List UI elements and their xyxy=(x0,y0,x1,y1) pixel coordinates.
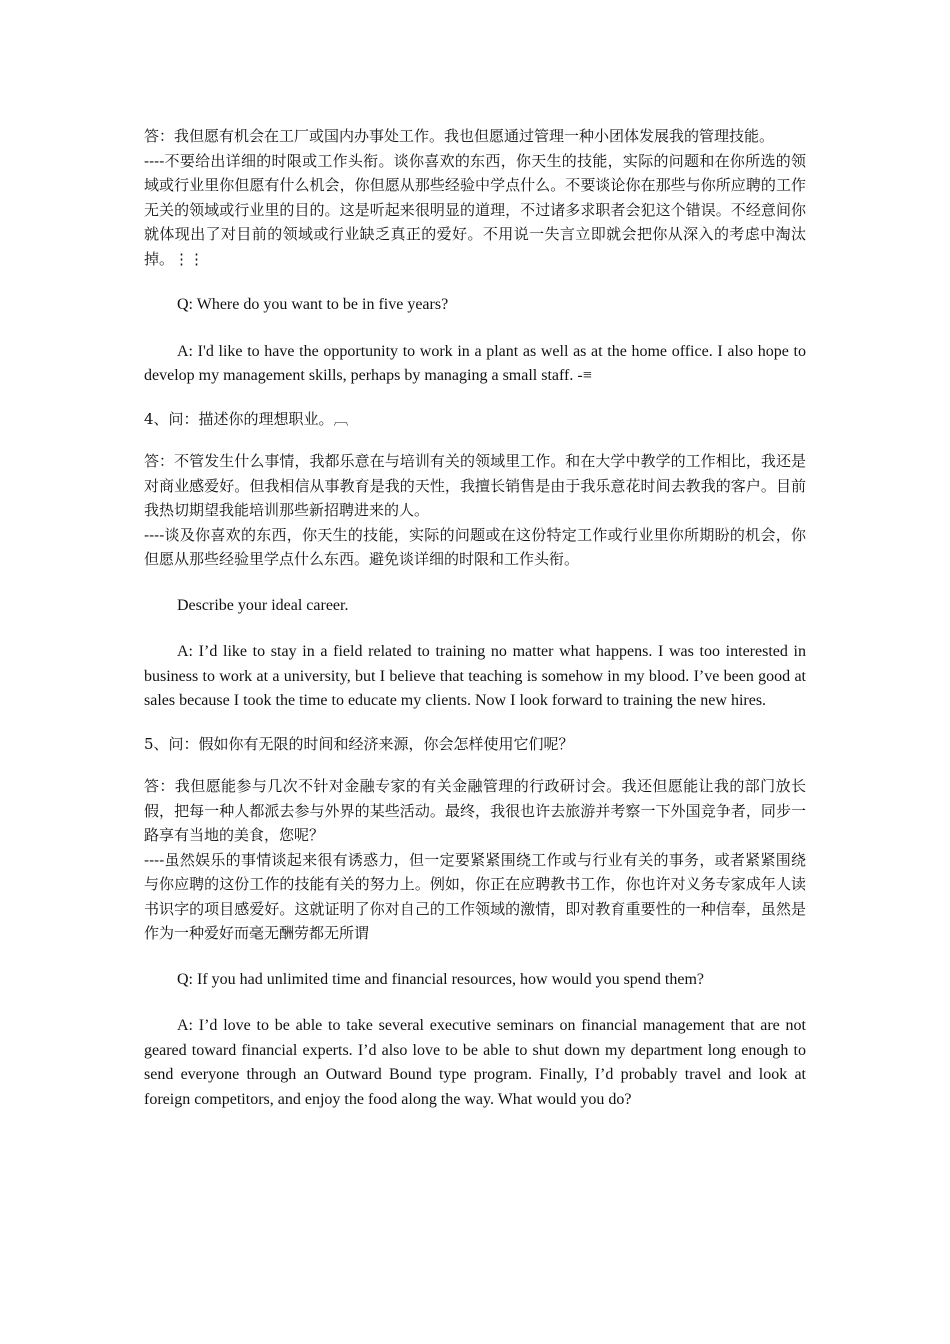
q3-answer-en: A: I'd like to have the opportunity to work in a plant as well as at the home office. I also hope to develop my management skills, perhaps by managing a small staff. -≡ xyxy=(144,342,806,384)
q5-answer-cn: 答：我但愿能参与几次不针对金融专家的有关金融管理的行政研讨会。我还但愿能让我的部门放长假，把每一种人都派去参与外界的某些活动。最终，我很也许去旅游并考察一下外国竞争者，同步一路享有当地的美食，您呢？ xyxy=(144,777,806,844)
q3-question-en: Q: Where do you want to be in five years? xyxy=(177,296,449,313)
q3-answer-cn: 答：我但愿有机会在工厂或国内办事处工作。我也但愿通过管理一种小团体发展我的管理技能。 xyxy=(144,127,775,145)
q4-answer-cn: 答：不管发生什么事情，我都乐意在与培训有关的领域里工作。和在大学中教学的工作相比，我还是对商业感爱好。但我相信从事教育是我的天性，我擅长销售是由于我乐意花时间去教我的客户。目前我热切期望我能培训那些新招聘进来的人。 xyxy=(144,452,806,519)
q4-question-cn: 4、问：描述你的理想职业。︹ xyxy=(144,409,349,428)
q5-answer-en: A: I’d love to be able to take several executive seminars on financial management that are not geared toward financial experts. I’d also love to be able to shut down my department long enough to send everyone through an Outward Bound type program. Finally, I’d probably travel and look at foreign competitors, and enjoy the food along the way. What would you do? xyxy=(144,1017,806,1108)
q5-question-cn: 5、问：假如你有无限的时间和经济来源，你会怎样使用它们呢？ xyxy=(144,734,574,753)
q4-note-cn: ----谈及你喜欢的东西，你天生的技能，实际的问题或在这份特定工作或行业里你所期盼的机会，你但愿从那些经验里学点什么东西。避免谈详细的时限和工作头衔。 xyxy=(144,525,806,568)
q3-note-cn: ----不要给出详细的时限或工作头衔。谈你喜欢的东西，你天生的技能，实际的问题和在你所选的领域或行业里你但愿有什么机会，你但愿从那些经验中学点什么。不要谈论你在那些与你所应聘的工作无关的领域或行业里的目的。这是听起来很明显的道理，不过诸多求职者会犯这个错误。不经意间你就体现出了对目前的领域或行业缺乏真正的爱好。不用说一失言立即就会把你从深入的考虑中淘汰掉。⋮⋮ xyxy=(144,151,806,268)
document-page xyxy=(144,124,806,1112)
q5-question-en: Q: If you had unlimited time and financial resources, how would you spend them? xyxy=(177,970,704,988)
q4-question-en: Describe your ideal career. xyxy=(177,596,349,614)
q5-note-cn: ----虽然娱乐的事情谈起来很有诱惑力，但一定要紧紧围绕工作或与行业有关的事务，或者紧紧围绕与你应聘的这份工作的技能有关的努力上。例如，你正在应聘教书工作，你也许对义务专家成年人读书识字的项目感爱好。这就证明了你对自己的工作领域的激情，即对教育重要性的一种信奉，虽然是作为一种爱好而毫无酬劳都无所谓 xyxy=(144,850,806,942)
q4-answer-en: A: I’d like to stay in a field related to training no matter what happens. I was too interested in business to work at a university, but I believe that teaching is somehow in my blood. I’ve been good at sales because I took the time to educate my clients. Now I look forward to training the new hires. xyxy=(144,643,806,709)
